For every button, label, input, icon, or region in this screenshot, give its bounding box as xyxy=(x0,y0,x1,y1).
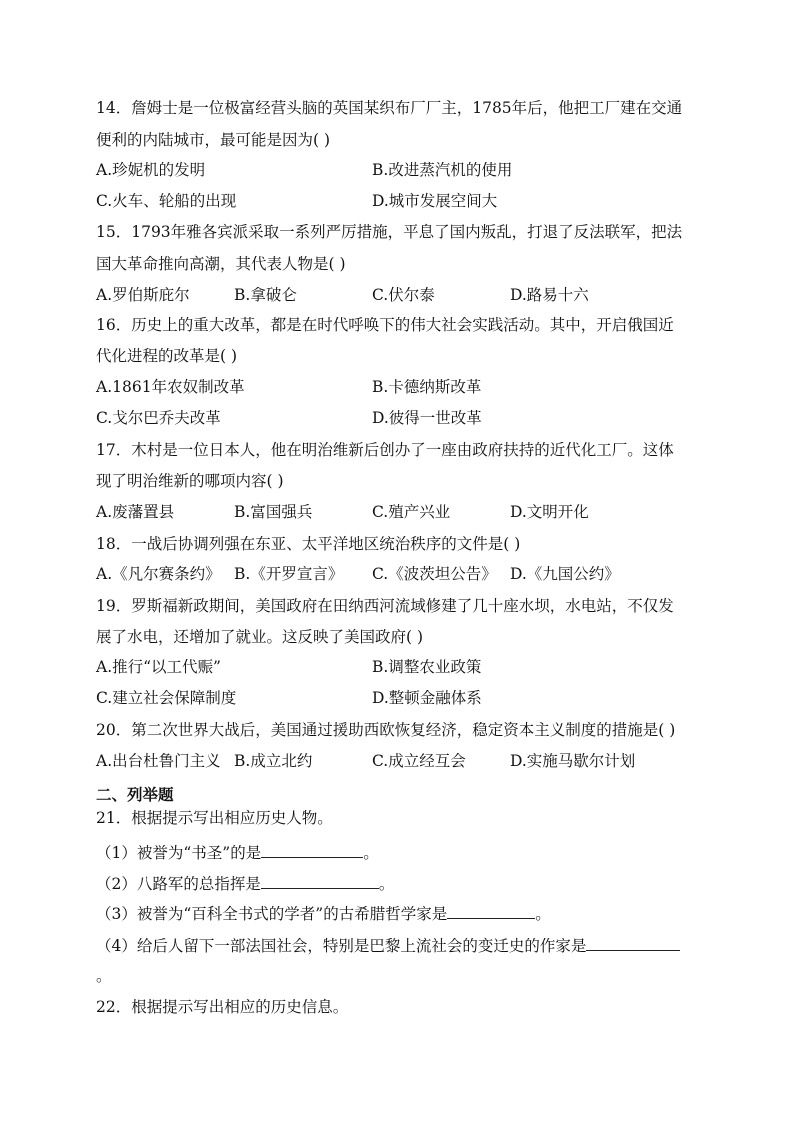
q19-stem-line2: 展了水电，还增加了就业。这反映了美国政府( ) xyxy=(96,628,424,646)
q21-item-3-text: （3）被誉为“百科全书式的学者”的古希腊哲学家是 xyxy=(96,905,448,923)
q21-item-3 xyxy=(96,903,551,925)
q21-item-3-end: 。 xyxy=(535,905,551,923)
q21-item-2 xyxy=(96,873,394,895)
q21-item-2-answer-blank[interactable] xyxy=(261,874,379,889)
q19-option-d[interactable]: D.整顿金融体系 xyxy=(372,689,482,707)
q21-item-4-text: （4）给后人留下一部法国社会，特别是巴黎上流社会的变迁史的作家是 xyxy=(96,937,587,955)
q17-option-d[interactable]: D.文明开化 xyxy=(510,503,589,521)
q16-option-a[interactable]: A.1861年农奴制改革 xyxy=(96,378,245,396)
q16-option-b[interactable]: B.卡德纳斯改革 xyxy=(372,378,482,396)
q14-option-b[interactable]: B.改进蒸汽机的使用 xyxy=(372,161,513,179)
q18-option-d[interactable]: D.《九国公约》 xyxy=(510,565,620,583)
q21-item-4 xyxy=(96,935,680,957)
q21-item-1-end: 。 xyxy=(363,844,379,862)
q20-stem: 20．第二次世界大战后，美国通过援助西欧恢复经济，稳定资本主义制度的措施是( ) xyxy=(96,721,676,739)
q17-option-b[interactable]: B.富国强兵 xyxy=(234,503,313,521)
q14-option-c[interactable]: C.火车、轮船的出现 xyxy=(96,192,237,210)
q19-option-c[interactable]: C.建立社会保障制度 xyxy=(96,689,237,707)
q16-option-c[interactable]: C.戈尔巴乔夫改革 xyxy=(96,409,221,427)
q20-option-a[interactable]: A.出台杜鲁门主义 xyxy=(96,752,221,770)
q15-option-d[interactable]: D.路易十六 xyxy=(510,286,589,304)
q19-stem-line1: 19．罗斯福新政期间，美国政府在田纳西河流域修建了几十座水坝，水电站，不仅发 xyxy=(96,597,674,615)
q20-option-d[interactable]: D.实施马歇尔计划 xyxy=(510,752,636,770)
q21-item-2-text: （2）八路军的总指挥是 xyxy=(96,875,261,893)
q15-option-b[interactable]: B.拿破仑 xyxy=(234,286,297,304)
q18-option-b[interactable]: B.《开罗宣言》 xyxy=(234,565,344,583)
q21-item-3-answer-blank[interactable] xyxy=(447,904,535,919)
q21-item-4-answer-blank[interactable] xyxy=(586,936,680,951)
q17-stem-line1: 17．木村是一位日本人，他在明治维新后创办了一座由政府扶持的近代化工厂。这体 xyxy=(96,441,674,459)
q14-stem-line1: 14．詹姆士是一位极富经营头脑的英国某织布厂厂主，1785年后，他把工厂建在交通 xyxy=(96,99,683,117)
q18-stem: 18．一战后协调列强在东亚、太平洋地区统治秩序的文件是( ) xyxy=(96,535,521,553)
q17-option-a[interactable]: A.废藩置县 xyxy=(96,503,175,521)
q15-option-c[interactable]: C.伏尔泰 xyxy=(372,286,435,304)
q21-item-1 xyxy=(96,842,379,864)
q21-item-2-end: 。 xyxy=(378,875,395,893)
q18-option-a[interactable]: A.《凡尔赛条约》 xyxy=(96,565,221,583)
q19-option-a[interactable]: A.推行“以工代赈” xyxy=(96,658,221,676)
q15-stem-line1: 15．1793年雅各宾派采取一系列严厉措施，平息了国内叛乱，打退了反法联军，把法 xyxy=(96,223,683,241)
q21-item-1-answer-blank[interactable] xyxy=(261,843,363,858)
q14-option-d[interactable]: D.城市发展空间大 xyxy=(372,192,498,210)
q15-stem-line2: 国大革命推向高潮，其代表人物是( ) xyxy=(96,255,346,273)
q16-stem-line1: 16．历史上的重大改革，都是在时代呼唤下的伟大社会实践活动。其中，开启俄国近 xyxy=(96,316,674,334)
q17-stem-line2: 现了明治维新的哪项内容( ) xyxy=(96,472,284,490)
q16-stem-line2: 代化进程的改革是( ) xyxy=(96,347,238,365)
q15-option-a[interactable]: A.罗伯斯庇尔 xyxy=(96,286,190,304)
q14-option-a[interactable]: A.珍妮机的发明 xyxy=(96,161,206,179)
q21-item-4-end: 。 xyxy=(96,967,112,985)
q18-option-c[interactable]: C.《波茨坦公告》 xyxy=(372,565,497,583)
q21-item-1-text: （1）被誉为“书圣”的是 xyxy=(96,844,262,862)
q19-option-b[interactable]: B.调整农业政策 xyxy=(372,658,482,676)
q22-stem: 22．根据提示写出相应的历史信息。 xyxy=(96,998,349,1016)
q20-option-c[interactable]: C.成立经互会 xyxy=(372,752,466,770)
q17-option-c[interactable]: C.殖产兴业 xyxy=(372,503,451,521)
q20-option-b[interactable]: B.成立北约 xyxy=(234,752,313,770)
section-heading: 二、列举题 xyxy=(96,786,174,804)
q14-stem-line2: 便利的内陆城市，最可能是因为( ) xyxy=(96,131,331,149)
q16-option-d[interactable]: D.彼得一世改革 xyxy=(372,409,482,427)
q21-stem: 21．根据提示写出相应历史人物。 xyxy=(96,809,333,827)
